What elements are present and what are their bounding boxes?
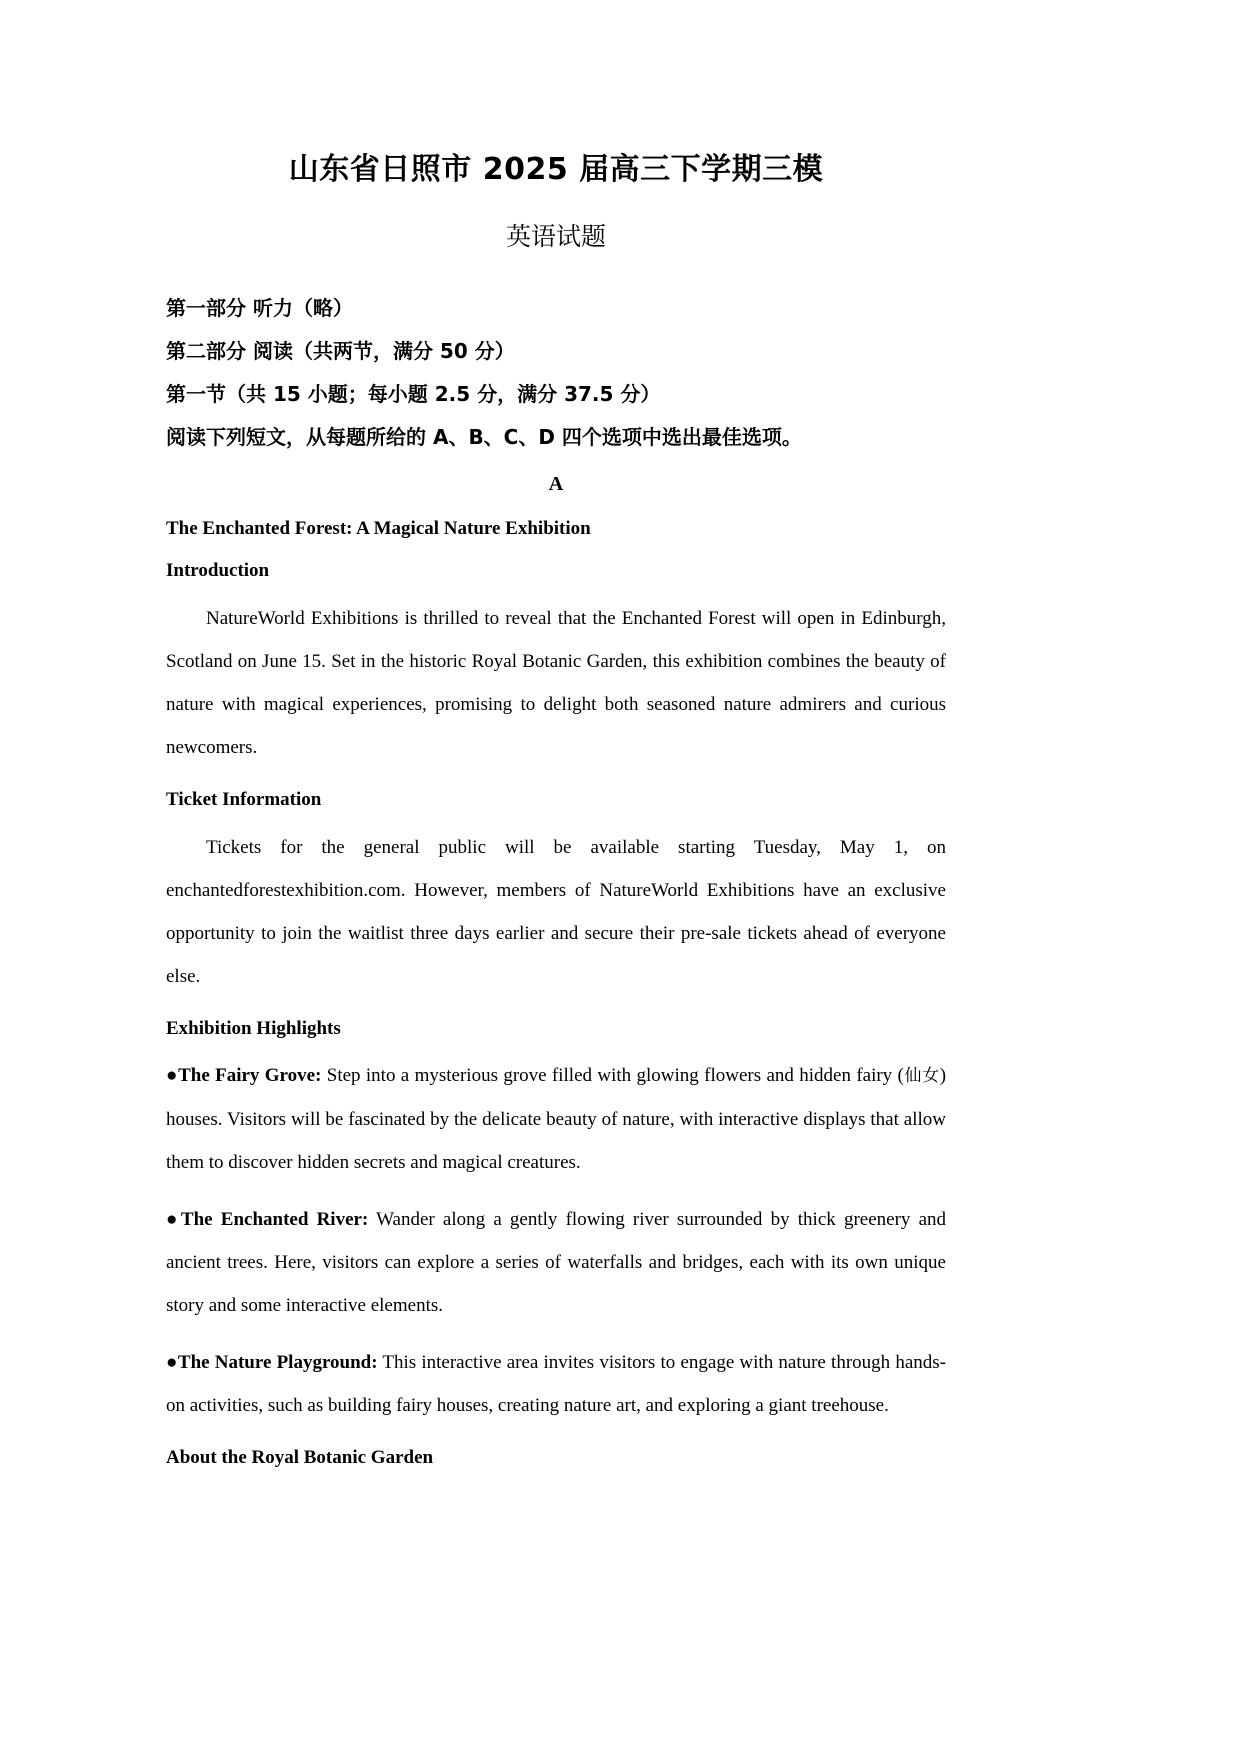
highlight-fairy-grove (166, 1040, 946, 1184)
section-letter: A (548, 473, 564, 495)
highlight-text-a: Wander along a gently flowing river surrounded by thick greenery and ancient trees. Here, visitors can explore a series of waterfalls and bridges, each with its own unique story and some interactive elements. (166, 1208, 947, 1316)
bullet-icon: ● (166, 1064, 179, 1086)
instruction-line-1: 第一部分 听力（略） (166, 296, 353, 320)
gloss-fairy: 仙女 (903, 1065, 940, 1086)
instruction-line-3: 第一节（共 15 小题；每小题 2.5 分，满分 37.5 分） (166, 382, 661, 406)
bullet-icon: ● (166, 1208, 181, 1230)
highlight-text-a: Step into a mysterious grove filled with glowing flowers and hidden fairy ( (321, 1064, 904, 1086)
page-subtitle: 英语试题 (505, 222, 606, 251)
instruction-line-4: 阅读下列短文，从每题所给的 A、B、C、D 四个选项中选出最佳选项。 (166, 425, 802, 449)
page-title: 山东省日照市 2025 届高三下学期三模 (288, 152, 824, 187)
section-heading-about-royal-botanic-garden: About the Royal Botanic Garden (166, 1446, 434, 1468)
paragraph-ticket-information: Tickets for the general public will be available starting Tuesday, May 1, on enchantedforestexhibition.com. However, members of NatureWorld Exhibitions have an exclusive opportunity to join the waitlist three days earlier and secure their pre-sale tickets ahead of everyone else. (166, 836, 946, 987)
instruction-block (166, 252, 946, 447)
article-title: The Enchanted Forest: A Magical Nature Exhibition (166, 518, 591, 539)
instruction-line-2: 第二部分 阅读（共两节，满分 50 分） (166, 339, 515, 363)
highlight-text-a: This interactive area invites visitors to engage with nature through hands-on activities, such as building fairy houses, creating nature art, and exploring a giant treehouse. (166, 1351, 946, 1416)
section-heading-exhibition-highlights: Exhibition Highlights (166, 1017, 341, 1039)
highlight-label: The Enchanted River: (180, 1208, 369, 1230)
page-content (166, 0, 946, 1468)
highlight-label: The Fairy Grove: (178, 1064, 322, 1086)
highlight-label: The Nature Playground: (177, 1351, 378, 1373)
section-heading-introduction: Introduction (166, 559, 270, 581)
section-heading-ticket-information: Ticket Information (166, 788, 322, 810)
highlight-text-b: ) houses. Visitors will be fascinated by the delicate beauty of nature, with interactive displays that allow them to discover hidden secrets and magical creatures. (166, 1064, 947, 1173)
bullet-icon: ● (166, 1351, 178, 1373)
highlight-enchanted-river (166, 1184, 946, 1327)
highlight-nature-playground (166, 1327, 946, 1427)
paragraph-introduction: NatureWorld Exhibitions is thrilled to reveal that the Enchanted Forest will open in Edinburgh, Scotland on June 15. Set in the historic Royal Botanic Garden, this exhibition combines the beauty of nature with magical experiences, promising to delight both seasoned nature admirers and curious newcomers. (166, 607, 946, 758)
